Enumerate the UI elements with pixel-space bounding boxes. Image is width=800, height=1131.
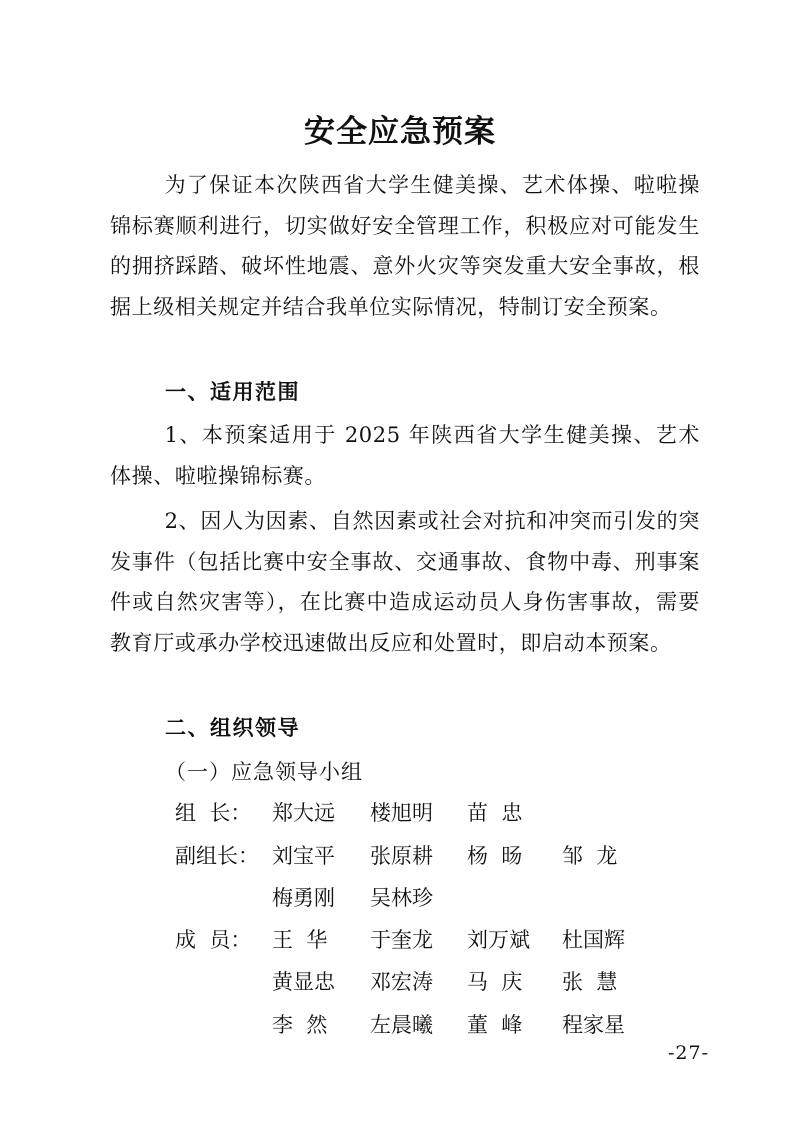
roster-name: 马 庆 <box>467 970 523 994</box>
roster-name: 张原耕 <box>370 844 433 868</box>
roster-name: 左晨曦 <box>370 1013 433 1037</box>
scope-item-2: 2、因人为因素、自然因素或社会对抗和冲突而引发的突发事件（包括比赛中安全事故、交通事故、食物中毒、刑事案件或自然灾害等），在比赛中造成运动员人身伤害事故，需要教育厅或承办学校迅速做出反应和处置时，即启动本预案。 <box>110 509 700 655</box>
roster-name: 杨 旸 <box>467 844 523 868</box>
roster-name: 张 慧 <box>562 970 618 994</box>
roster-name: 吴林珍 <box>370 886 433 910</box>
roster-name: 刘万斌 <box>467 928 530 952</box>
page-number: -27- <box>668 1042 710 1064</box>
scope-item-1: 1、本预案适用于 2025 年陕西省大学生健美操、艺术体操、啦啦操锦标赛。 <box>110 423 700 488</box>
role-label-leader: 组 长： <box>175 801 252 825</box>
subsection-heading-leading-group: （一）应急领导小组 <box>165 760 363 784</box>
role-label-deputy: 副组长： <box>175 844 259 868</box>
document-title: 安全应急预案 <box>304 114 496 150</box>
roster-name: 董 峰 <box>467 1013 523 1037</box>
roster-name: 邹 龙 <box>562 844 618 868</box>
roster-name: 苗 忠 <box>467 801 523 825</box>
roster-name: 梅勇刚 <box>272 886 335 910</box>
roster-name: 于奎龙 <box>370 928 433 952</box>
roster-name: 郑大远 <box>272 801 335 825</box>
section-heading-scope: 一、适用范围 <box>165 379 300 404</box>
roster-name: 程家星 <box>562 1013 625 1037</box>
intro-paragraph: 为了保证本次陕西省大学生健美操、艺术体操、啦啦操锦标赛顺利进行，切实做好安全管理工作，积极应对可能发生的拥挤踩踏、破坏性地震、意外火灾等突发重大安全事故，根据上级相关规定并结合我单位实际情况，特制订安全预案。 <box>110 173 700 319</box>
role-label-members: 成 员： <box>175 928 252 952</box>
roster-name: 杜国辉 <box>562 928 625 952</box>
roster-name: 楼旭明 <box>370 801 433 825</box>
roster-name: 王 华 <box>272 928 328 952</box>
roster-name: 李 然 <box>272 1013 328 1037</box>
section-heading-organization: 二、组织领导 <box>165 715 300 740</box>
roster-name: 邓宏涛 <box>370 970 433 994</box>
roster-name: 黄显忠 <box>272 970 335 994</box>
roster-name: 刘宝平 <box>272 844 335 868</box>
